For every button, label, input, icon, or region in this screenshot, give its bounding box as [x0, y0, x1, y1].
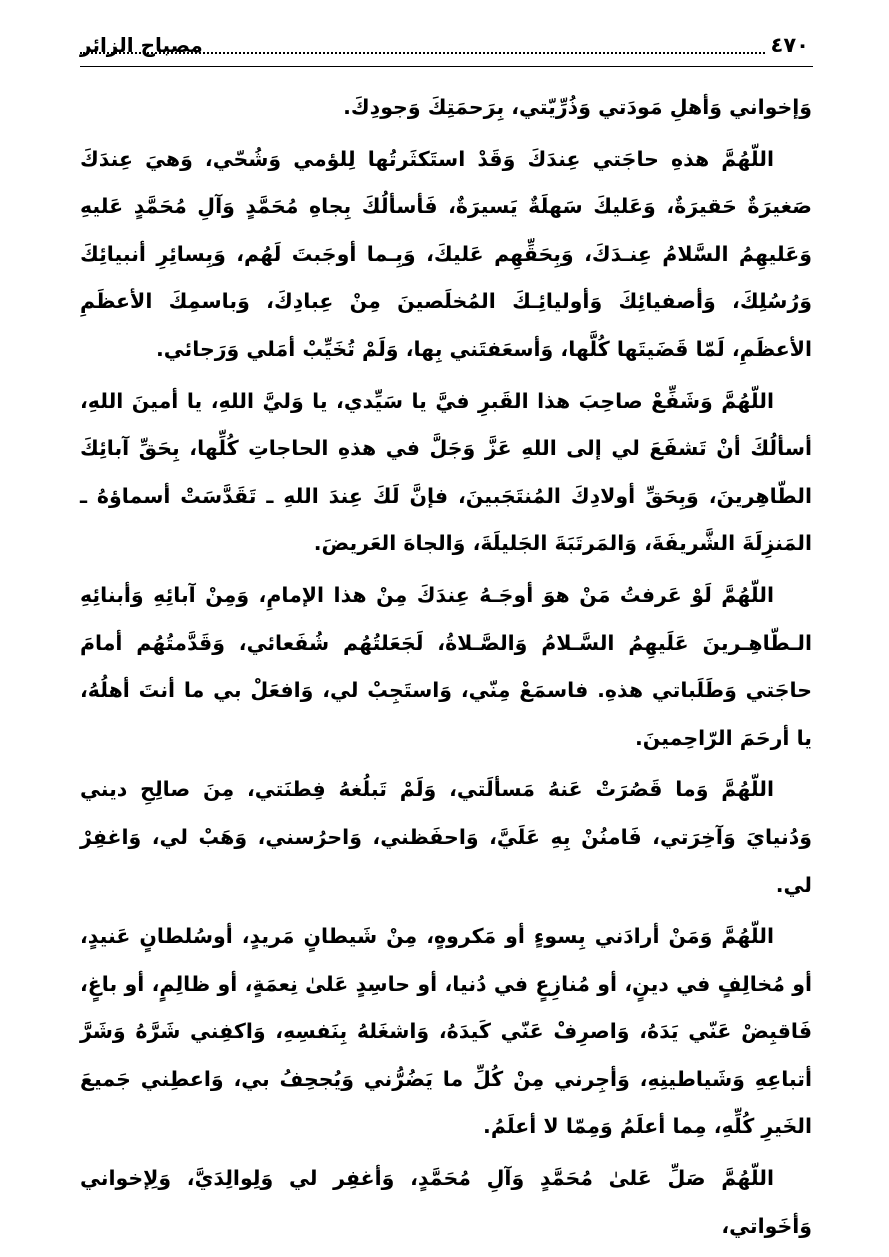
paragraph-2: اللّهُمَّ هذهِ حاجَتي عِندَكَ وَقَدْ استَكثَرتُها لِلؤمي وَشُحّي، وَهيَ عِندَكَ صَغيرَةٌ حَقيرَةٌ، وَعَليكَ سَهلَةٌ يَسيرَةٌ، فَأسألُكَ بِجاهِ مُحَمَّدٍ وَآلِ مُحَمَّدٍ عَليهِ وَعَليهِمُ السَّلامُ عِنـدَكَ، وَبِحَقِّهِم عَليكَ، وَبِـما أوجَبتَ لَهُم، وَبِسائِرِ أنبيائِكَ وَرُسُلِكَ، وَأصفيائِكَ وَأوليائِـكَ المُخلَصينَ مِنْ عِبادِكَ، وَباسمِكَ الأعظَمِ الأعظَمِ، لَمّا قَضَيتَها كُلَّها، وَأسعَفتَني بِها، وَلَمْ تُخَيِّبْ أمَلي وَرَجائي.: [80, 146, 812, 361]
page-body: [80, 84, 812, 1254]
page-number: ٤٧٠: [770, 33, 809, 57]
running-title: مصباح الزائر: [80, 33, 203, 57]
paragraph-3: اللّهُمَّ وَشَفِّعْ صاحِبَ هذا القَبرِ فيَّ يا سَيِّدي، يا وَليَّ اللهِ، يا أمينَ اللهِ، أسألُكَ أنْ تَشفَعَ لي إلى اللهِ عَزَّ وَجَلَّ في هذهِ الحاجاتِ كُلِّها، بِحَقِّ آبائِكَ الطّاهِرينَ، وَبِحَقِّ أولادِكَ المُنتَجَبينَ، فإنَّ لَكَ عِندَ اللهِ ـ تَقَدَّسَتْ أسماؤهُ ـ المَنزِلَةَ الشَّريفَةَ، وَالمَرتَبَةَ الجَليلَةَ، وَالجاهَ العَريضَ.: [80, 388, 812, 556]
paragraph-5: اللّهُمَّ وَما قَصُرَتْ عَنهُ مَسألَتي، وَلَمْ تَبلُغهُ فِطنَتي، مِنَ صالِحِ ديني وَدُنيايَ وَآخِرَتي، فَامنُنْ بِهِ عَلَيَّ، وَاحفَظني، وَاحرُسني، وَهَبْ لي، وَاغفِرْ لي.: [80, 777, 812, 897]
paragraph-4: اللّهُمَّ لَوْ عَرفتُ مَنْ هوَ أوجَـهُ عِندَكَ مِنْ هذا الإمامِ، وَمِنْ آبائِهِ وَأبنائِهِ الـطّاهِـرينَ عَلَيهِمُ السَّـلامُ وَالصَّـلاةُ، لَجَعَلتُهُم شُفَعائي، وَقَدَّمتُهُم أمامَ حاجَتي وَطَلَباتي هذهِ. فاسمَعْ مِنّي، وَاستَجِبْ لي، وَافعَلْ بي ما أنتَ أهلُهُ، يا أرحَمَ الرّاحِمينَ.: [80, 582, 812, 750]
paragraph-1: وَإخواني وَأهلِ مَودَتي وَذُرِّيّتي، بِرَحمَتِكَ وَجودِكَ.: [343, 95, 812, 119]
header-rule: [80, 66, 813, 67]
paragraph-6: اللّهُمَّ وَمَنْ أرادَني بِسوءٍ أو مَكروهٍ، مِنْ شَيطانٍ مَريدٍ، أوسُلطانٍ عَنيدٍ، أو مُخالِفٍ في دينٍ، أو مُنازِعٍ في دُنيا، أو حاسِدٍ عَلىٰ نِعمَةٍ، أو ظالِمٍ، أو باغٍ، فَاقبِضْ عَنّي يَدَهُ، وَاصرِفْ عَنّي كَيدَهُ، وَاشغَلهُ بِنَفسِهِ، وَاكفِني شَرَّهُ وَشَرَّ أتباعِهِ وَشَياطينِهِ، وَأجِرني مِنْ كُلِّ ما يَضُرُّني وَيُجحِفُ بي، وَاعطِني جَميعَ الخَيرِ كُلِّهِ، مِما أعلَمُ وَمِمّا لا أعلَمُ.: [80, 924, 812, 1139]
page-header: [80, 30, 813, 64]
paragraph-7: اللّهُمَّ صَلِّ عَلىٰ مُحَمَّدٍ وَآلِ مُحَمَّدٍ، وَأغفِر لي وَلِوالِدَيَّ، وَلِإخواني وَأخَواتي،: [80, 1166, 812, 1238]
